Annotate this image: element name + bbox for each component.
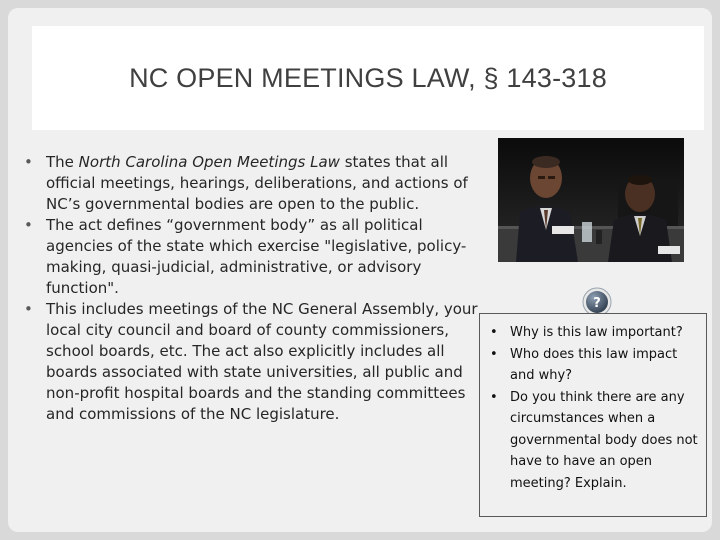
question-text: Who does this law impact and why? <box>510 346 678 383</box>
officials-photo <box>498 138 684 262</box>
bullet-item <box>24 215 486 299</box>
question-item <box>490 322 702 344</box>
question-text: Why is this law important? <box>510 325 683 340</box>
bullet-text: The act defines “government body” as all political agencies of the state which exercise "legislative, policy-making, quasi-judicial, administrative, or advisory function". <box>46 216 467 297</box>
bullet-text: states that all official meetings, hearings, deliberations, and actions of NC’s governmental bodies are open to the public. <box>46 153 468 213</box>
main-bullet-list <box>24 152 486 425</box>
law-name: North Carolina Open Meetings Law <box>78 153 340 171</box>
question-text: Do you think there are any circumstances when a governmental body does not have to have an open meeting? Explain. <box>510 389 698 491</box>
bullet-marker: • <box>24 300 33 318</box>
bullet-item <box>24 152 486 215</box>
discussion-questions-box <box>479 313 707 517</box>
bullet-marker: • <box>490 325 498 340</box>
officials-photo-illustration <box>498 138 684 262</box>
bullet-marker: • <box>24 153 33 171</box>
bullet-marker: • <box>490 389 498 405</box>
slide-title: NC OPEN MEETINGS LAW, § 143-318 <box>129 62 607 93</box>
help-icon-glyph: ? <box>593 296 601 311</box>
bullet-text: This includes meetings of the NC General Assembly, your local city council and board of county commissioners, school boards, etc. The act also explicitly includes all boards associated with state universities, all public and non-profit hospital boards and the standing committees and commissions of the NC legislature. <box>46 300 478 423</box>
bullet-marker: • <box>490 346 498 362</box>
bullet-text: The <box>46 153 79 171</box>
title-box <box>32 26 704 130</box>
bullet-item <box>24 299 486 425</box>
question-item <box>490 387 702 495</box>
question-item <box>490 344 702 387</box>
bullet-marker: • <box>24 216 33 234</box>
